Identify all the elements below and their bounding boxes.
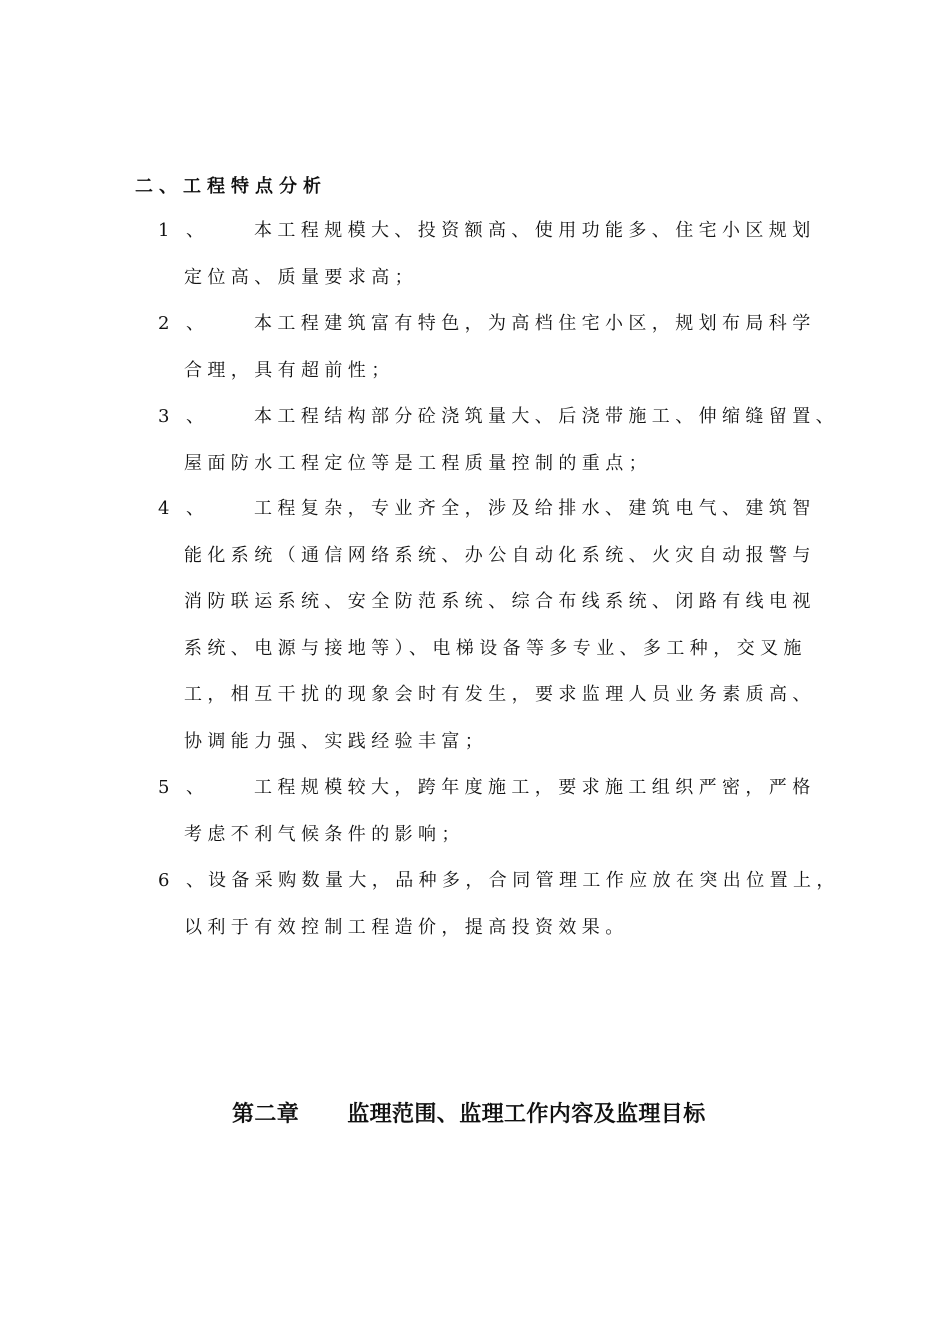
item-text: 本工程建筑富有特色，为高档住宅小区，规划布局科学 — [254, 313, 816, 334]
item-text: 工程复杂，专业齐全，涉及给排水、建筑电气、建筑智 — [254, 498, 816, 519]
list-item — [158, 405, 848, 476]
item-line — [158, 776, 848, 800]
chapter-title: 监理范围、监理工作内容及监理目标 — [347, 1101, 706, 1127]
item-text: 合理，具有超前性； — [184, 359, 395, 381]
item-text: 工程规模较大，跨年度施工，要求施工组织严密，严格 — [254, 777, 816, 798]
chapter-heading — [232, 1097, 706, 1128]
item-line — [158, 452, 848, 476]
item-text: 协调能力强、实践经验丰富； — [184, 730, 489, 752]
list-item — [158, 497, 848, 754]
item-line — [158, 590, 848, 614]
item-text: 以利于有效控制工程造价，提高投资效果。 — [184, 916, 629, 938]
list-item — [158, 776, 848, 847]
chapter-label: 第二章 — [232, 1101, 300, 1127]
item-text: 定位高、质量要求高； — [184, 266, 418, 288]
item-line — [158, 266, 848, 290]
item-number: 5 、 — [158, 777, 210, 798]
list-item — [158, 869, 848, 940]
item-number: 1 、 — [158, 220, 210, 241]
item-line — [158, 683, 848, 707]
item-line — [158, 544, 848, 568]
item-line — [158, 219, 848, 243]
item-text: 消防联运系统、安全防范系统、综合布线系统、闭路有线电视 — [184, 591, 816, 612]
item-text: 本工程结构部分砼浇筑量大、后浇带施工、伸缩缝留置、 — [254, 406, 839, 427]
item-line — [158, 823, 848, 847]
item-line — [158, 497, 848, 521]
item-text: 本工程规模大、投资额高、使用功能多、住宅小区规划 — [254, 220, 816, 241]
section-heading: 二、工程特点分析 — [135, 176, 327, 197]
item-text: 系统、电源与接地等）、电梯设备等多专业、多工种，交叉施 — [184, 637, 807, 659]
item-line — [158, 312, 848, 336]
item-line — [158, 916, 848, 940]
item-number: 4 、 — [158, 498, 210, 519]
item-text: 考虑不利气候条件的影响； — [184, 823, 465, 845]
item-line — [158, 869, 848, 893]
item-text: 屋面防水工程定位等是工程质量控制的重点； — [184, 452, 652, 474]
item-number: 3 、 — [158, 406, 210, 427]
item-text: 能化系统（通信网络系统、办公自动化系统、火灾自动报警与 — [184, 544, 816, 566]
item-number: 2 、 — [158, 313, 210, 334]
item-text: 设备采购数量大，品种多，合同管理工作应放在突出位置上， — [208, 870, 840, 891]
item-text: 工，相互干扰的现象会时有发生，要求监理人员业务素质高、 — [184, 684, 816, 705]
item-line — [158, 405, 848, 429]
item-line — [158, 730, 848, 754]
item-line — [158, 637, 848, 661]
list-item — [158, 312, 848, 383]
item-number: 6 、 — [158, 870, 210, 891]
item-line — [158, 359, 848, 383]
list-item — [158, 219, 848, 290]
